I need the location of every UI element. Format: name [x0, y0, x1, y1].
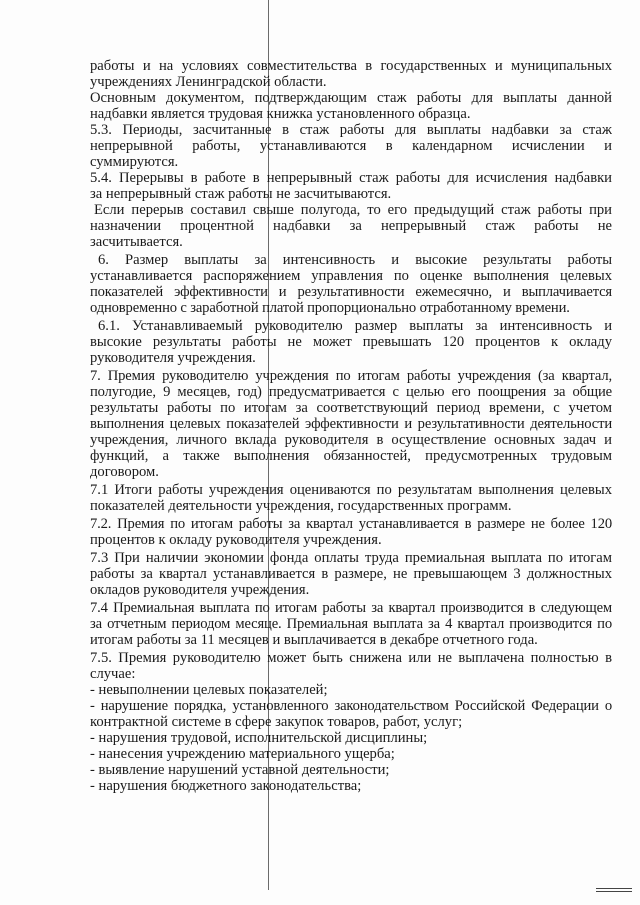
text-line: окладов руководителя учреждения. — [90, 582, 310, 598]
text-line: 7.3 При наличии экономии фонда оплаты труда премиальная выплата по итогам — [90, 550, 612, 566]
text-line: показателей эффективности и результативности ежемесячно, и выплачивается — [90, 284, 612, 300]
text-line: полугодие, 9 месяцев, год) предусматривается с целью его поощрения за общие — [90, 384, 612, 400]
text-line: суммируются. — [90, 154, 179, 170]
text-line: за непрерывный стаж работы не засчитываются. — [90, 186, 392, 202]
text-line: 5.4. Перерывы в работе в непрерывный стаж работы для исчисления надбавки — [90, 170, 612, 186]
list-item-continuation: контрактной системе в сфере закупок товаров, работ, услуг; — [90, 714, 463, 730]
text-line: Основным документом, подтверждающим стаж работы для выплаты данной — [90, 90, 612, 106]
text-line: итогам работы за 11 месяцев и выплачивается в декабре отчетного года. — [90, 632, 538, 648]
text-line: за отчетным периодом месяце. Премиальная выплата за 4 квартал производится по — [90, 616, 612, 632]
text-line: одновременно с заработной платой пропорционально отработанному времени. — [90, 300, 570, 316]
text-line: процентов к окладу руководителя учреждения. — [90, 532, 382, 548]
text-line: надбавки является трудовая книжка установленного образца. — [90, 106, 471, 122]
text-line: устанавливается распоряжением управления по оценке выполнения целевых — [90, 268, 612, 284]
text-line: результаты работы по итогам за соответствующий период времени, с учетом — [90, 400, 612, 416]
text-line: непрерывной работы, устанавливаются в календарном исчислении и — [90, 138, 612, 154]
text-line: работы и на условиях совместительства в государственных и муниципальных — [90, 58, 612, 74]
text-line: засчитывается. — [90, 234, 183, 250]
text-line: руководителя учреждения. — [90, 350, 256, 366]
text-line: 5.3. Периоды, засчитанные в стаж работы для выплаты надбавки за стаж — [90, 122, 612, 138]
text-line: 6. Размер выплаты за интенсивность и высокие результаты работы — [98, 252, 612, 268]
text-line: работы за квартал устанавливается в размере, не превышающем 3 должностных — [90, 566, 612, 582]
document-body — [90, 58, 612, 794]
text-line: выполнения целевых показателей эффективности и результативности деятельности — [90, 416, 612, 432]
text-line: показателей деятельности учреждения, государственных программ. — [90, 498, 512, 514]
list-item: - нарушения трудовой, исполнительской дисциплины; — [90, 730, 428, 746]
list-item: - нанесения учреждению материального ущерба; — [90, 746, 395, 762]
text-line: случае: — [90, 666, 136, 682]
text-line: Если перерыв составил свыше полугода, то его предыдущий стаж работы при — [94, 202, 612, 218]
text-line: договором. — [90, 464, 159, 480]
text-line: 7.1 Итоги работы учреждения оцениваются по результатам выполнения целевых — [90, 482, 612, 498]
text-line: функций, а также выполнения обязанностей, предусмотренных трудовым — [90, 448, 612, 464]
text-line: 7.2. Премия по итогам работы за квартал устанавливается в размере не более 120 — [90, 516, 612, 532]
text-line: 7.4 Премиальная выплата по итогам работы за квартал производится в следующем — [90, 600, 612, 616]
text-line: учреждения, личного вклада руководителя в осуществление основных задач и — [90, 432, 612, 448]
list-item: - выявление нарушений уставной деятельности; — [90, 762, 390, 778]
text-line: назначении процентной надбавки за непрерывный стаж работы не — [90, 218, 612, 234]
list-item: - невыполнении целевых показателей; — [90, 682, 328, 698]
list-item: - нарушение порядка, установленного законодательством Российской Федерации о — [90, 698, 612, 714]
text-line: высокие результаты работы не может превышать 120 процентов к окладу — [90, 334, 612, 350]
text-line: 7.5. Премия руководителю может быть снижена или не выплачена полностью в — [90, 650, 612, 666]
text-line: учреждениях Ленинградской области. — [90, 74, 327, 90]
page-corner-mark — [596, 888, 632, 892]
list-item: - нарушения бюджетного законодательства; — [90, 778, 362, 794]
text-line: 7. Премия руководителю учреждения по итогам работы учреждения (за квартал, — [90, 368, 612, 384]
text-line: 6.1. Устанавливаемый руководителю размер выплаты за интенсивность и — [98, 318, 612, 334]
